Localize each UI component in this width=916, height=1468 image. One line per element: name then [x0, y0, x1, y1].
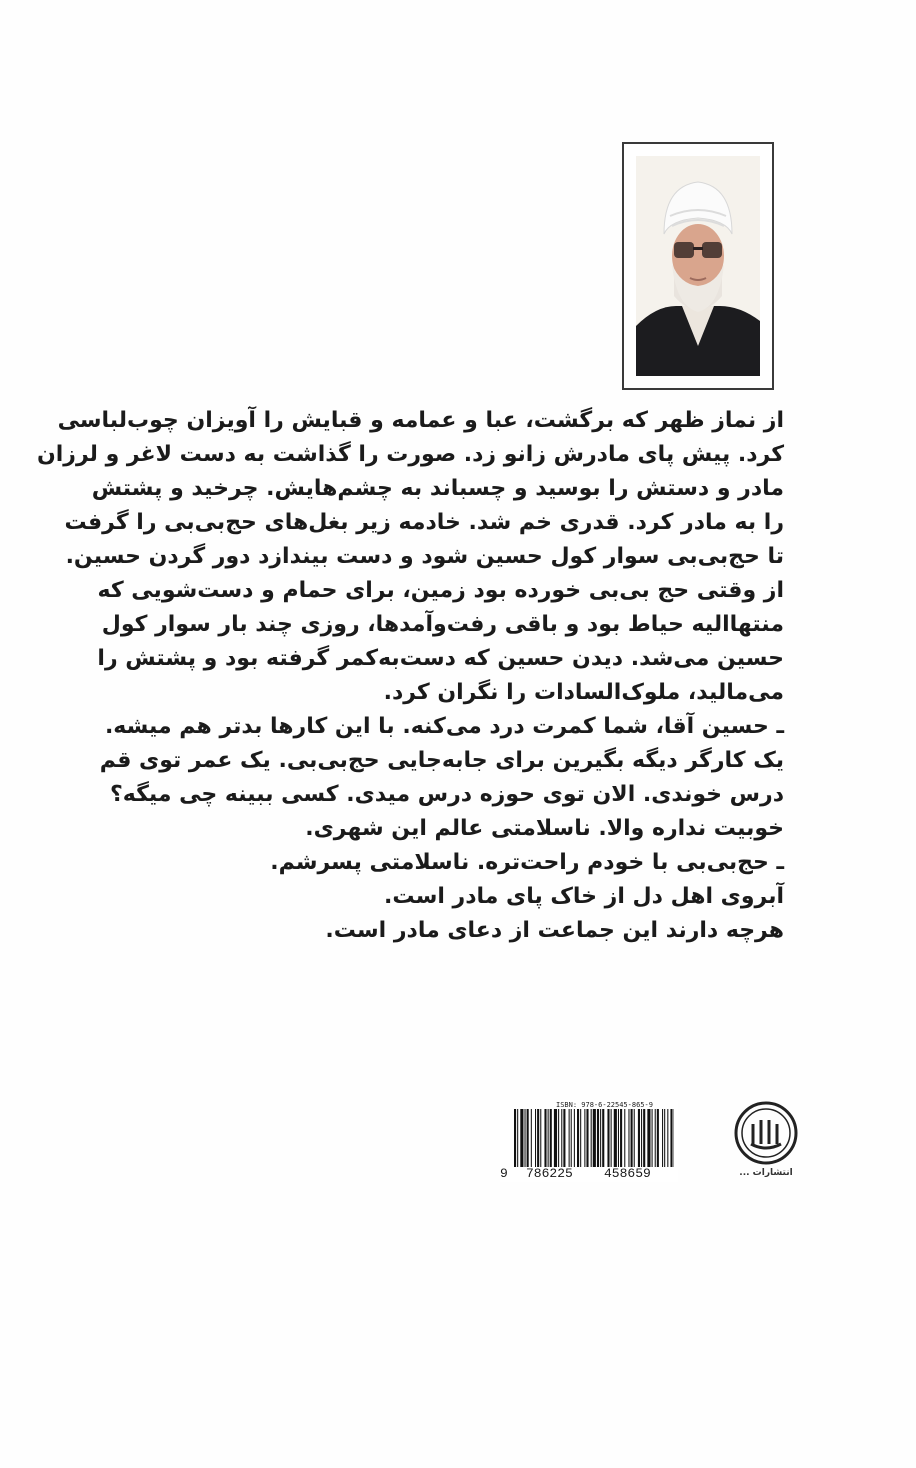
blurb-line-8: حسین می‌شد. دیدن حسین که دست‌به‌کمر گرفته بود و پشتش را: [97, 646, 784, 671]
barcode-bar: [602, 1109, 604, 1167]
barcode-bar: [544, 1109, 546, 1167]
barcode-bar: [558, 1109, 559, 1167]
blurb-line-10: ـ حسین آقا، شما کمرت درد می‌کنه. با این کارها بدتر هم میشه.: [104, 714, 784, 739]
author-portrait-image: [636, 156, 760, 376]
barcode-bar: [647, 1109, 650, 1167]
publisher-logo-icon: [733, 1100, 799, 1166]
blurb-line-1: از نماز ظهر که برگشت، عبا و عمامه و قبایش را آویزان چوب‌لباسی: [57, 408, 784, 433]
barcode-bar: [624, 1109, 625, 1167]
barcode-bar: [571, 1109, 572, 1167]
barcode-bar: [643, 1109, 645, 1167]
barcode-bar: [591, 1109, 592, 1167]
blurb-line-13: خوبیت نداره والا. ناسلامتی عالم این شهری.: [305, 816, 784, 841]
portrait-illustration: [636, 156, 760, 376]
barcode-bar: [574, 1109, 575, 1167]
barcode-bar: [584, 1109, 585, 1167]
barcode-bar: [580, 1109, 581, 1167]
barcode-bar: [540, 1109, 541, 1167]
blurb-line-5: تا حج‌بی‌بی سوار کول حسین شود و دست بیندازد دور گردن حسین.: [65, 544, 784, 569]
barcode-bar: [550, 1109, 552, 1167]
barcode-digit-first: 9: [500, 1166, 508, 1181]
barcode-bar: [537, 1109, 539, 1167]
blurb-line-12: درس خوندی. الان توی حوزه درس میدی. کسی ببینه چی میگه؟: [110, 782, 784, 807]
barcode-bar: [614, 1109, 617, 1167]
barcode-bar: [664, 1109, 665, 1167]
barcode-bar: [554, 1109, 557, 1167]
barcode-bar: [655, 1109, 656, 1167]
back-cover-blurb: [36, 404, 784, 948]
blurb-line-3: مادر و دستش را بوسید و چسباند به چشم‌هایش. چرخید و پشتش: [91, 476, 784, 501]
barcode-bar: [611, 1109, 612, 1167]
barcode-bar: [561, 1109, 562, 1167]
author-photo-frame: [622, 142, 774, 390]
blurb-line-2: کرد. پیش پای مادرش زانو زد. صورت را گذاشت به دست لاغر و لرزان: [36, 442, 784, 467]
barcode-bar: [535, 1109, 536, 1167]
barcode-bar: [531, 1109, 532, 1167]
barcode-bar: [569, 1109, 570, 1167]
barcode-bar: [597, 1109, 599, 1167]
barcode-digits-right: 458659: [604, 1166, 651, 1181]
barcode-bar: [514, 1109, 516, 1167]
blurb-line-15: آبروی اهل دل از خاک پای مادر است.: [384, 884, 784, 909]
barcode-bar: [577, 1109, 579, 1167]
blurb-line-16: هرچه دارند این جماعت از دعای مادر است.: [325, 918, 784, 943]
barcode-bar: [667, 1109, 668, 1167]
barcode-bar: [631, 1109, 633, 1167]
barcode-bar: [548, 1109, 549, 1167]
barcode-digits-left: 786225: [526, 1166, 573, 1181]
barcode-bar: [657, 1109, 659, 1167]
barcode-bar: [607, 1109, 609, 1167]
barcode-bar: [620, 1109, 622, 1167]
barcode-bar: [517, 1109, 518, 1167]
barcode-bar: [593, 1109, 596, 1167]
barcode-bar: [638, 1109, 640, 1167]
barcode-bar: [520, 1109, 523, 1167]
barcode-bar: [563, 1109, 565, 1167]
barcode-bar: [628, 1109, 629, 1167]
publisher-logo: [733, 1100, 799, 1186]
barcode-bar: [600, 1109, 601, 1167]
barcode-bar: [525, 1109, 526, 1167]
isbn-label: ISBN: 978-6-22545-865-9: [556, 1101, 653, 1109]
blurb-line-9: می‌مالید، ملوک‌السادات را نگران کرد.: [383, 680, 784, 705]
blurb-line-11: یک کارگر دیگه بگیرین برای جابه‌جایی حج‌بی‌بی. یک عمر توی قم: [99, 748, 784, 773]
publisher-caption: انتشارات ...: [739, 1168, 793, 1178]
blurb-line-6: از وقتی حج بی‌بی خورده بود زمین، برای حمام و دست‌شویی که: [97, 578, 784, 603]
blurb-line-4: را به مادر کرد. قدری خم شد. خادمه زیر بغل‌های حج‌بی‌بی را گرفت: [64, 510, 784, 535]
isbn-barcode: [500, 1100, 678, 1182]
blurb-line-14: ـ حج‌بی‌بی با خودم راحت‌تره. ناسلامتی پسرشم.: [270, 850, 784, 875]
blurb-line-7: منتهاالیه حیاط بود و باقی رفت‌وآمدها، روزی چند بار سوار کول: [101, 612, 784, 637]
barcode-bars: [514, 1109, 674, 1167]
barcode-bar: [527, 1109, 529, 1167]
barcode-bar: [634, 1109, 635, 1167]
barcode-bar: [652, 1109, 653, 1167]
barcode-bar: [662, 1109, 663, 1167]
barcode-bar: [618, 1109, 619, 1167]
barcode-bar: [641, 1109, 642, 1167]
barcode-bar: [586, 1109, 588, 1167]
barcode-bar: [670, 1109, 672, 1167]
